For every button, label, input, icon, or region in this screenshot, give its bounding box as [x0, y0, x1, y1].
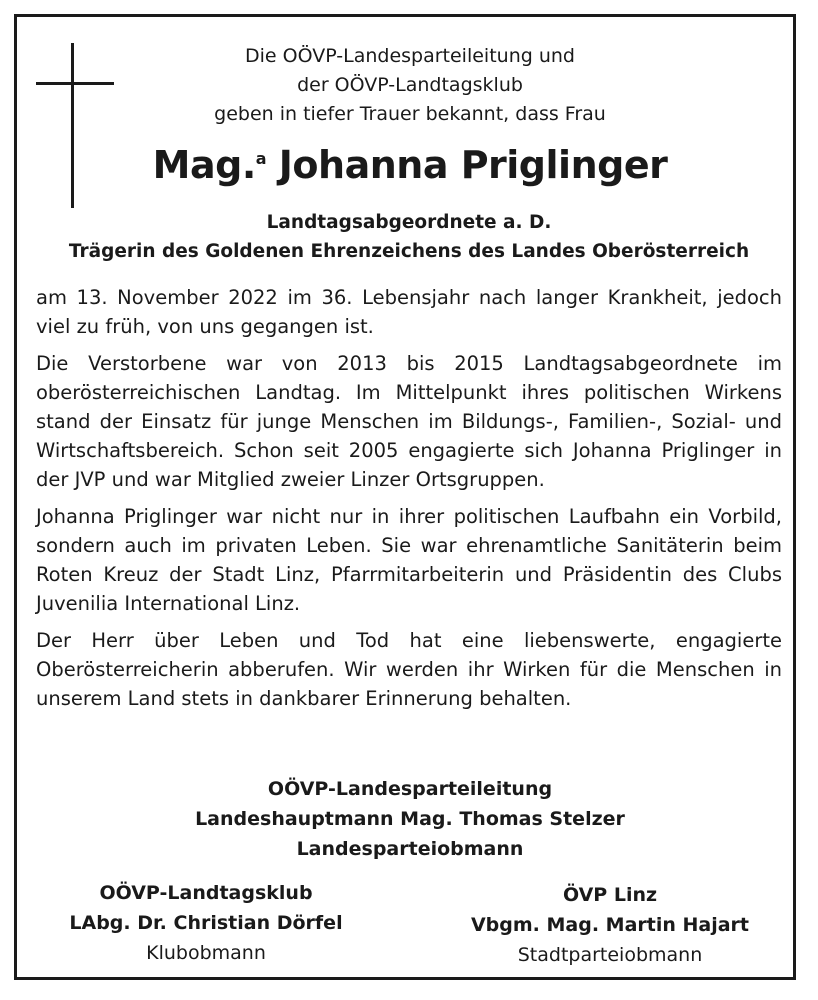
signature-org: ÖVP Linz	[562, 884, 658, 906]
signature-right	[430, 880, 790, 970]
signature-center	[60, 774, 760, 864]
signature-role: Stadtparteiobmann	[517, 944, 703, 966]
intro-line: der OÖVP-Landtagsklub	[297, 74, 523, 96]
signature-org: OÖVP-Landtagsklub	[99, 882, 313, 904]
body-paragraph: Der Herr über Leben und Tod hat eine liebenswerte, engagierte Oberösterreicherin abberufen. Wir werden ihr Wirken für die Menschen in unserem Land stets in dankbarer Erinnerung behalten.	[36, 629, 782, 710]
name-prefix: Mag.	[152, 143, 256, 187]
body-paragraph: Die Verstorbene war von 2013 bis 2015 Landtagsabgeordnete im oberösterreichischen Landtag. Im Mittelpunkt ihres politischen Wirkens stand der Einsatz für junge Menschen im Bildungs-, Familien-, Sozial- und Wirtschaftsbereich. Schon seit 2005 engagierte sich Johanna Priglinger in der JVP und war Mitglied zweier Linzer Ortsgruppen.	[36, 352, 782, 491]
signature-person: LAbg. Dr. Christian Dörfel	[69, 912, 343, 934]
body-paragraph: am 13. November 2022 im 36. Lebensjahr nach langer Krankheit, jedoch viel zu früh, von uns gegangen ist.	[36, 286, 782, 338]
body-paragraph: Johanna Priglinger war nicht nur in ihrer politischen Laufbahn ein Vorbild, sondern auch im privaten Leben. Sie war ehrenamtliche Sanitäterin beim Roten Kreuz der Stadt Linz, Pfarrmitarbeiterin und Präsidentin des Clubs Juvenilia International Linz.	[36, 505, 782, 615]
signature-role: Landesparteiobmann	[296, 838, 524, 860]
name-superscript: a	[255, 149, 267, 168]
cross-horizontal-bar	[36, 82, 114, 85]
honorific-titles	[20, 208, 798, 266]
signature-role: Klubobmann	[146, 942, 266, 964]
title-line: Trägerin des Goldenen Ehrenzeichens des Landes Oberösterreich	[68, 241, 750, 262]
signature-left	[36, 878, 376, 968]
title-line: Landtagsabgeordnete a. D.	[266, 212, 552, 233]
deceased-name	[60, 143, 760, 187]
intro-line: Die OÖVP-Landesparteileitung und	[245, 45, 575, 67]
name-full: Johanna Priglinger	[266, 143, 668, 187]
signature-person: Vbgm. Mag. Martin Hajart	[470, 914, 750, 936]
intro-text	[150, 42, 670, 129]
obituary-body	[36, 283, 782, 721]
signature-person: Landeshauptmann Mag. Thomas Stelzer	[195, 808, 625, 830]
signature-org: OÖVP-Landesparteileitung	[267, 778, 553, 800]
intro-line: geben in tiefer Trauer bekannt, dass Frau	[214, 103, 606, 125]
